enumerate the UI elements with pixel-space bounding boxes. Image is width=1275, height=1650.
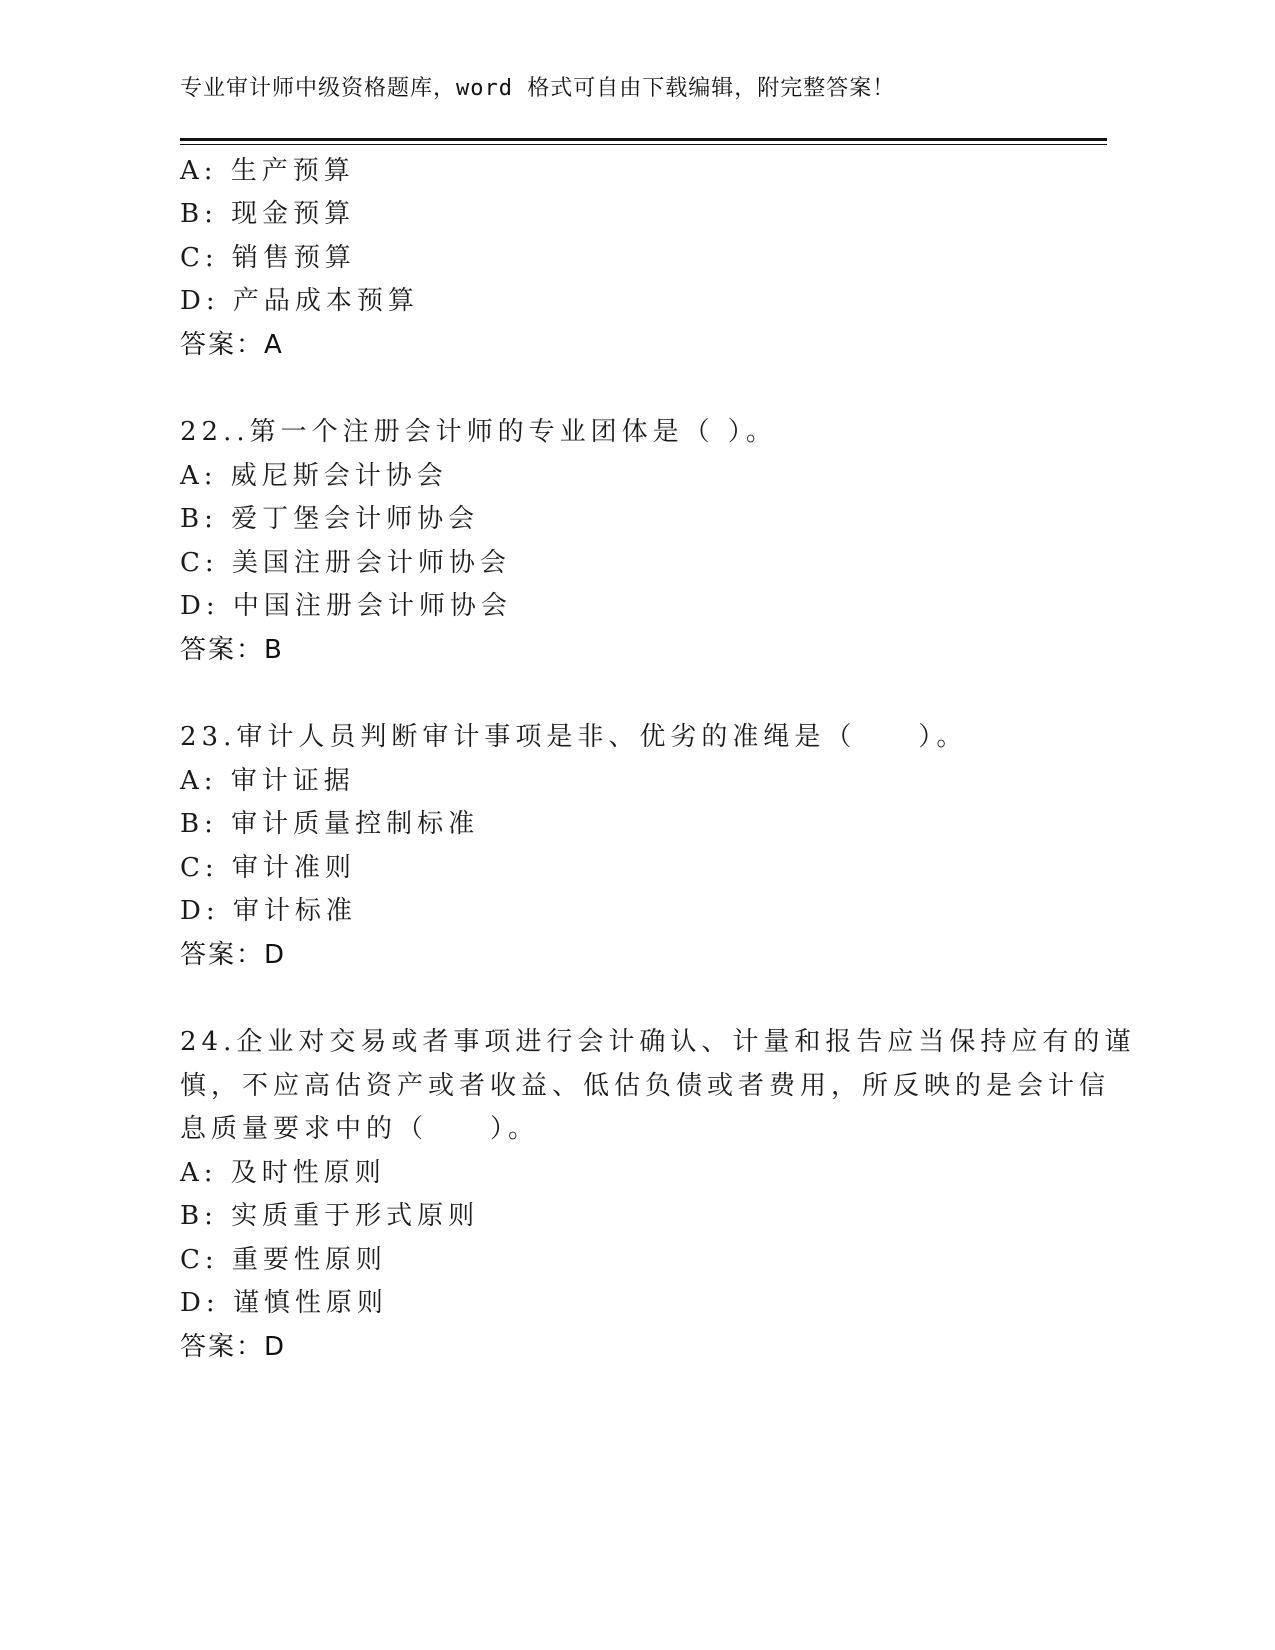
q22-option-c: C: 美国注册会计师协会 — [180, 548, 511, 578]
q21-option-d: D: 产品成本预算 — [180, 286, 419, 316]
page-header: 专业审计师中级资格题库，word 格式可自由下载编辑，附完整答案！ — [180, 76, 896, 101]
q21-answer: 答案：A — [180, 330, 284, 360]
q22-option-b: B: 爱丁堡会计师协会 — [180, 504, 480, 534]
q24-option-a: A: 及时性原则 — [180, 1158, 386, 1188]
q23-option-d: D: 审计标准 — [180, 896, 357, 926]
q24-stem-line-1: 24.企业对交易或者事项进行会计确认、计量和报告应当保持应有的谨 — [180, 1027, 1136, 1057]
header-rule-thick — [180, 138, 1107, 141]
q24-option-b: B: 实质重于形式原则 — [180, 1201, 480, 1231]
q21-option-c: C: 销售预算 — [180, 243, 356, 273]
q24-stem-line-3: 息质量要求中的（ ）。 — [180, 1114, 540, 1144]
q23-option-b: B: 审计质量控制标准 — [180, 809, 480, 839]
q23-stem: 23.审计人员判断审计事项是非、优劣的准绳是（ ）。 — [180, 722, 968, 752]
q22-answer: 答案：B — [180, 635, 284, 665]
q21-option-a: A: 生产预算 — [180, 156, 355, 186]
q22-option-a: A: 威尼斯会计协会 — [180, 461, 448, 491]
q21-option-b: B: 现金预算 — [180, 199, 356, 229]
q24-option-d: D: 谨慎性原则 — [180, 1288, 388, 1318]
q24-answer: 答案：D — [180, 1332, 287, 1362]
header-rule-thin — [180, 144, 1107, 145]
q22-option-d: D: 中国注册会计师协会 — [180, 591, 512, 621]
q23-option-a: A: 审计证据 — [180, 766, 355, 796]
q24-option-c: C: 重要性原则 — [180, 1245, 387, 1275]
q24-stem-line-2: 慎，不应高估资产或者收益、低估负债或者费用，所反映的是会计信 — [180, 1071, 1111, 1101]
q23-option-c: C: 审计准则 — [180, 853, 356, 883]
q22-stem: 22..第一个注册会计师的专业团体是（ ）。 — [180, 417, 777, 447]
q23-answer: 答案：D — [180, 940, 287, 970]
